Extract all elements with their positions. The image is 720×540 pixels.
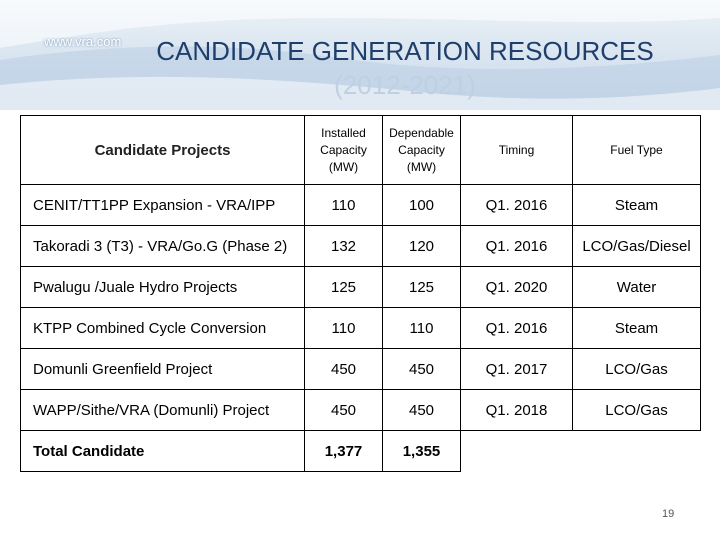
- cell-dependable: 450: [383, 390, 461, 431]
- total-row: [21, 431, 701, 472]
- site-url: www.vra.com: [44, 34, 122, 49]
- cell-dependable: 100: [383, 185, 461, 226]
- cell-fuel: Steam: [573, 308, 701, 349]
- table-row: [21, 308, 701, 349]
- cell-dependable: 120: [383, 226, 461, 267]
- cell-timing: Q1. 2017: [461, 349, 573, 390]
- cell-fuel: LCO/Gas: [573, 390, 701, 431]
- cell-fuel: Steam: [573, 185, 701, 226]
- cell-timing: Q1. 2016: [461, 185, 573, 226]
- cell-installed: 132: [305, 226, 383, 267]
- total-empty-fuel: [573, 431, 701, 472]
- cell-timing: Q1. 2016: [461, 308, 573, 349]
- col-header-fuel: Fuel Type: [573, 116, 701, 185]
- cell-project: Pwalugu /Juale Hydro Projects: [21, 267, 305, 308]
- cell-installed: 450: [305, 349, 383, 390]
- cell-project: Domunli Greenfield Project: [21, 349, 305, 390]
- table-row: [21, 267, 701, 308]
- cell-timing: Q1. 2018: [461, 390, 573, 431]
- cell-installed: 110: [305, 308, 383, 349]
- cell-project: CENIT/TT1PP Expansion - VRA/IPP: [21, 185, 305, 226]
- cell-fuel: LCO/Gas/Diesel: [573, 226, 701, 267]
- cell-dependable: 125: [383, 267, 461, 308]
- cell-project: WAPP/Sithe/VRA (Domunli) Project: [21, 390, 305, 431]
- page-title: [150, 34, 660, 102]
- table-row: [21, 349, 701, 390]
- cell-timing: Q1. 2020: [461, 267, 573, 308]
- total-dependable: 1,355: [383, 431, 461, 472]
- total-empty-timing: [461, 431, 573, 472]
- col-header-installed: Installed Capacity (MW): [305, 116, 383, 185]
- table-row: [21, 185, 701, 226]
- total-installed: 1,377: [305, 431, 383, 472]
- col-header-timing: Timing: [461, 116, 573, 185]
- cell-dependable: 110: [383, 308, 461, 349]
- cell-timing: Q1. 2016: [461, 226, 573, 267]
- cell-project: KTPP Combined Cycle Conversion: [21, 308, 305, 349]
- cell-fuel: Water: [573, 267, 701, 308]
- page-number: 19: [662, 508, 675, 520]
- title-line-2: (2012-2021): [334, 70, 476, 100]
- resources-table-container: [20, 115, 700, 472]
- cell-dependable: 450: [383, 349, 461, 390]
- col-header-projects: Candidate Projects: [21, 116, 305, 185]
- table-row: [21, 226, 701, 267]
- cell-installed: 125: [305, 267, 383, 308]
- title-line-1: CANDIDATE GENERATION RESOURCES: [156, 36, 654, 66]
- cell-installed: 450: [305, 390, 383, 431]
- total-label: Total Candidate: [21, 431, 305, 472]
- col-header-dependable: Dependable Capacity (MW): [383, 116, 461, 185]
- cell-project: Takoradi 3 (T3) - VRA/Go.G (Phase 2): [21, 226, 305, 267]
- header-banner: [0, 0, 720, 110]
- cell-installed: 110: [305, 185, 383, 226]
- resources-table: [20, 115, 701, 472]
- table-row: [21, 390, 701, 431]
- table-header-row: [21, 116, 701, 185]
- cell-fuel: LCO/Gas: [573, 349, 701, 390]
